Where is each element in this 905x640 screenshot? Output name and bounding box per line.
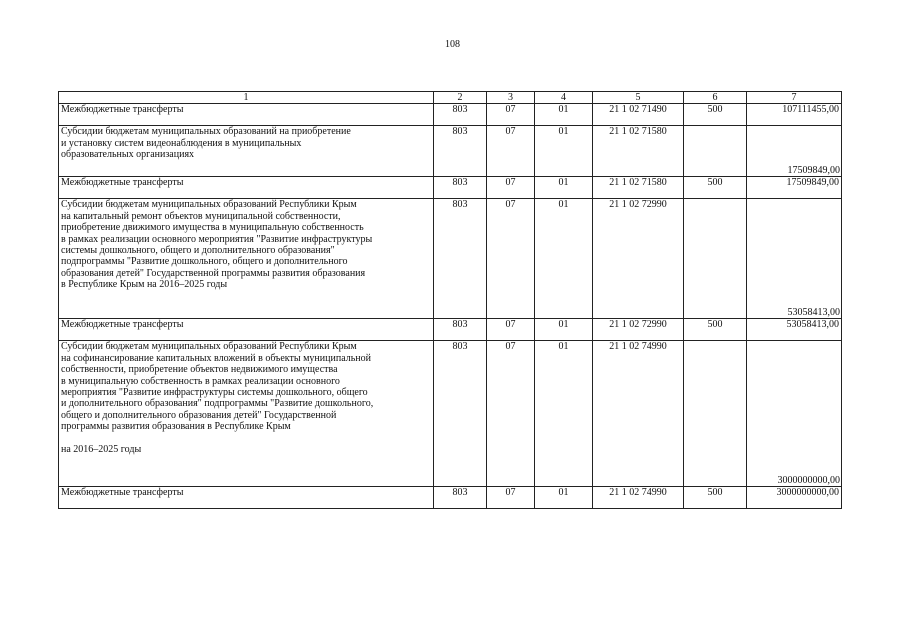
description-line: на 2016–2025 годы [61,443,142,455]
cell-code-admin: 803 [434,177,487,199]
cell-target-article: 21 1 02 74990 [593,341,684,487]
description-line: собственности, приобретение объектов недвижимого имущества [61,364,338,376]
cell-code-admin: 803 [434,319,487,341]
cell-target-article: 21 1 02 72990 [593,319,684,341]
column-header: 2 [434,92,487,104]
row-description [59,319,434,341]
budget-table [58,91,842,509]
cell-target-article: 21 1 02 71490 [593,104,684,126]
cell-target-article: 21 1 02 72990 [593,199,684,319]
cell-code-admin: 803 [434,126,487,177]
column-header: 6 [684,92,747,104]
description-line: и дополнительного образования" подпрограммы "Развитие дошкольного, [61,398,374,410]
cell-amount: 53058413,00 [786,319,839,331]
description-line: образования детей" Государственной программы развития образования [61,267,366,279]
description-line: и установку систем видеонаблюдения в муниципальных [61,137,302,149]
cell-code-admin: 803 [434,487,487,509]
cell-subsection: 01 [535,177,593,199]
cell-amount: 53058413,00 [787,307,840,318]
cell-subsection: 01 [535,199,593,319]
cell-code-admin: 803 [434,199,487,319]
description-line: Межбюджетные трансферты [61,487,184,499]
description-line: подпрограммы "Развитие дошкольного, общего и дополнительного [61,256,348,268]
row-description [59,341,434,487]
cell-subsection: 01 [535,341,593,487]
cell-amount-container [747,199,842,319]
description-line: Субсидии бюджетам муниципальных образований Республики Крым [61,199,357,211]
description-line: Межбюджетные трансферты [61,319,184,331]
column-header: 7 [747,92,842,104]
description-line: Субсидии бюджетам муниципальных образований на приобретение [61,126,351,138]
cell-expense-type [684,199,747,319]
cell-section: 07 [487,177,535,199]
cell-target-article: 21 1 02 71580 [593,177,684,199]
description-line: Межбюджетные трансферты [61,177,184,189]
cell-amount: 3000000000,00 [776,487,839,499]
table-row [59,126,842,177]
description-line: мероприятия "Развитие инфраструктуры системы дошкольного, общего [61,387,368,399]
row-description [59,487,434,509]
cell-amount: 3000000000,00 [777,475,840,486]
cell-section: 07 [487,341,535,487]
column-header: 1 [59,92,434,104]
column-header: 3 [487,92,535,104]
cell-subsection: 01 [535,319,593,341]
table-row [59,104,842,126]
description-line: образовательных организациях [61,149,195,161]
description-line: программы развития образования в Республике Крым [61,421,291,433]
description-line: приобретение движимого имущества в муниципальную собственность [61,222,364,234]
row-description [59,104,434,126]
cell-amount: 17509849,00 [786,177,839,189]
table-row [59,177,842,199]
cell-amount-container [747,177,842,199]
description-line: на софинансирование капитальных вложений в объекты муниципальной [61,352,371,364]
cell-amount: 107111455,00 [782,104,839,116]
description-line: в муниципальную собственность в рамках реализации основного [61,375,340,387]
cell-amount-container [747,319,842,341]
description-line: на капитальный ремонт объектов муниципальной собственности, [61,210,341,222]
cell-amount-container [747,487,842,509]
table-row [59,487,842,509]
cell-section: 07 [487,487,535,509]
row-description [59,199,434,319]
cell-expense-type: 500 [684,319,747,341]
description-line [61,433,431,444]
column-header: 5 [593,92,684,104]
cell-section: 07 [487,104,535,126]
cell-target-article: 21 1 02 71580 [593,126,684,177]
description-line: системы дошкольного, общего и дополнительного образования" [61,245,335,257]
cell-subsection: 01 [535,104,593,126]
cell-expense-type [684,126,747,177]
page-number: 108 [445,39,460,50]
cell-amount-container [747,341,842,487]
cell-amount: 17509849,00 [787,165,840,176]
column-header: 4 [535,92,593,104]
table-row [59,199,842,319]
cell-subsection: 01 [535,126,593,177]
cell-code-admin: 803 [434,104,487,126]
header-row [59,92,842,104]
description-line: Межбюджетные трансферты [61,104,184,116]
cell-amount-container [747,126,842,177]
table-row [59,319,842,341]
cell-section: 07 [487,126,535,177]
cell-section: 07 [487,199,535,319]
cell-section: 07 [487,319,535,341]
cell-code-admin: 803 [434,341,487,487]
cell-expense-type [684,341,747,487]
row-description [59,177,434,199]
cell-expense-type: 500 [684,104,747,126]
cell-amount-container [747,104,842,126]
cell-target-article: 21 1 02 74990 [593,487,684,509]
table-row [59,341,842,487]
cell-subsection: 01 [535,487,593,509]
cell-expense-type: 500 [684,177,747,199]
description-line: Субсидии бюджетам муниципальных образований Республики Крым [61,341,357,353]
cell-expense-type: 500 [684,487,747,509]
description-line: в Республике Крым на 2016–2025 годы [61,279,228,291]
description-line: общего и дополнительного образования детей" Государственной [61,409,337,421]
description-line: в рамках реализации основного мероприятия "Развитие инфраструктуры [61,233,373,245]
row-description [59,126,434,177]
